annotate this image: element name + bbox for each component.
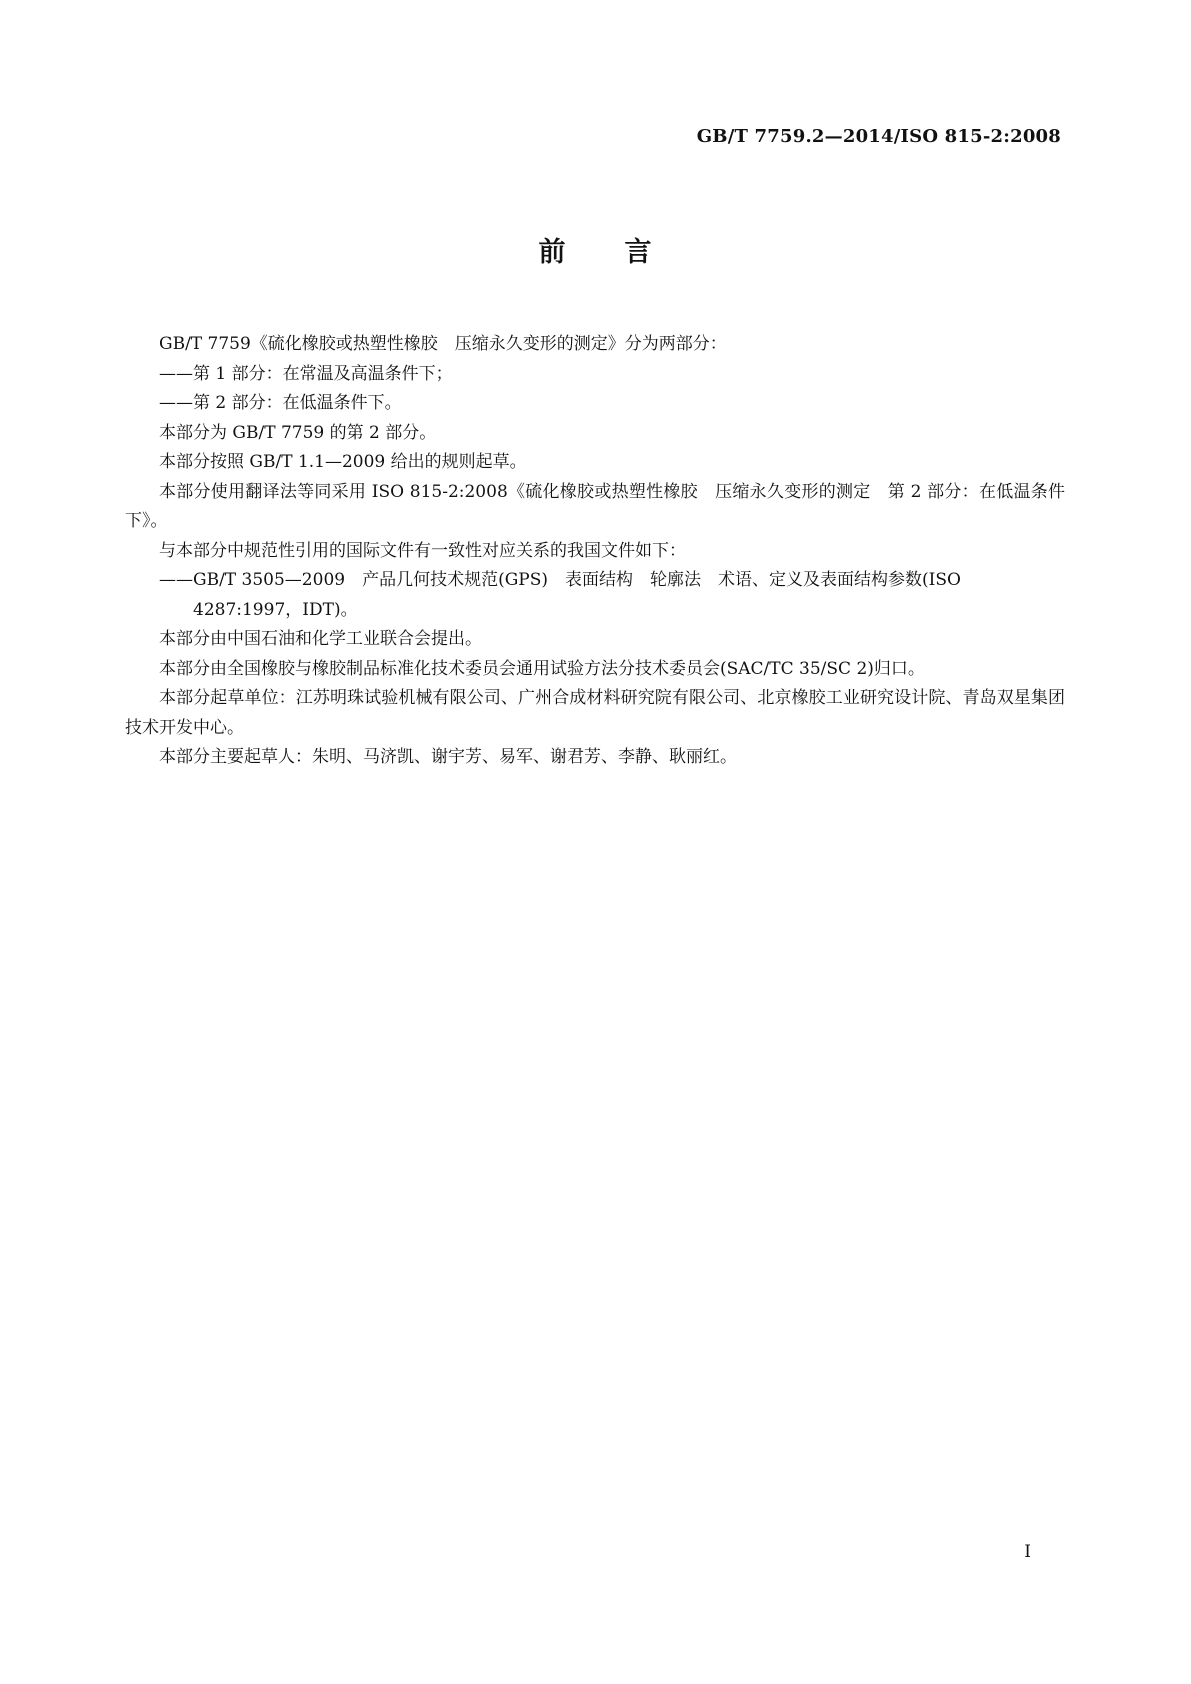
page-title-right: 言 xyxy=(624,237,653,268)
paragraph-correspondence: 与本部分中规范性引用的国际文件有一致性对应关系的我国文件如下： xyxy=(159,540,686,561)
paragraph-committee: 本部分由全国橡胶与橡胶制品标准化技术委员会通用试验方法分技术委员会(SAC/TC 35/SC 2)归口。 xyxy=(159,658,925,679)
page-title xyxy=(0,230,1191,269)
paragraph-drafting-rules: 本部分按照 GB/T 1.1—2009 给出的规则起草。 xyxy=(159,452,527,472)
paragraph-parts-intro: GB/T 7759《硫化橡胶或热塑性橡胶 压缩永久变形的测定》分为两部分： xyxy=(159,334,727,354)
foreword-body xyxy=(125,330,1065,773)
paragraph-this-part: 本部分为 GB/T 7759 的第 2 部分。 xyxy=(159,422,437,443)
page-number: I xyxy=(1024,1542,1031,1562)
paragraph-drafting-units: 本部分起草单位：江苏明珠试验机械有限公司、广州合成材料研究院有限公司、北京橡胶工业研究设计院、青岛双星集团技术开发中心。 xyxy=(125,688,1065,738)
paragraph-proposer: 本部分由中国石油和化学工业联合会提出。 xyxy=(159,629,482,649)
list-item-part-2: ——第 2 部分：在低温条件下。 xyxy=(159,393,402,413)
paragraph-adoption: 本部分使用翻译法等同采用 ISO 815-2:2008《硫化橡胶或热塑性橡胶 压缩永久变形的测定 第 2 部分：在低温条件下》。 xyxy=(125,481,1065,531)
paragraph-drafters: 本部分主要起草人：朱明、马济凯、谢宇芳、易军、谢君芳、李静、耿丽红。 xyxy=(159,747,737,767)
page-title-left: 前 xyxy=(538,237,567,268)
list-item-part-1: ——第 1 部分：在常温及高温条件下； xyxy=(159,363,453,384)
list-item-gbt3505: ——GB/T 3505—2009 产品几何技术规范(GPS) 表面结构 轮廓法 术语、定义及表面结构参数(ISO 4287:1997，IDT)。 xyxy=(159,570,961,620)
standard-number: GB/T 7759.2—2014/ISO 815-2:2008 xyxy=(696,126,1061,147)
